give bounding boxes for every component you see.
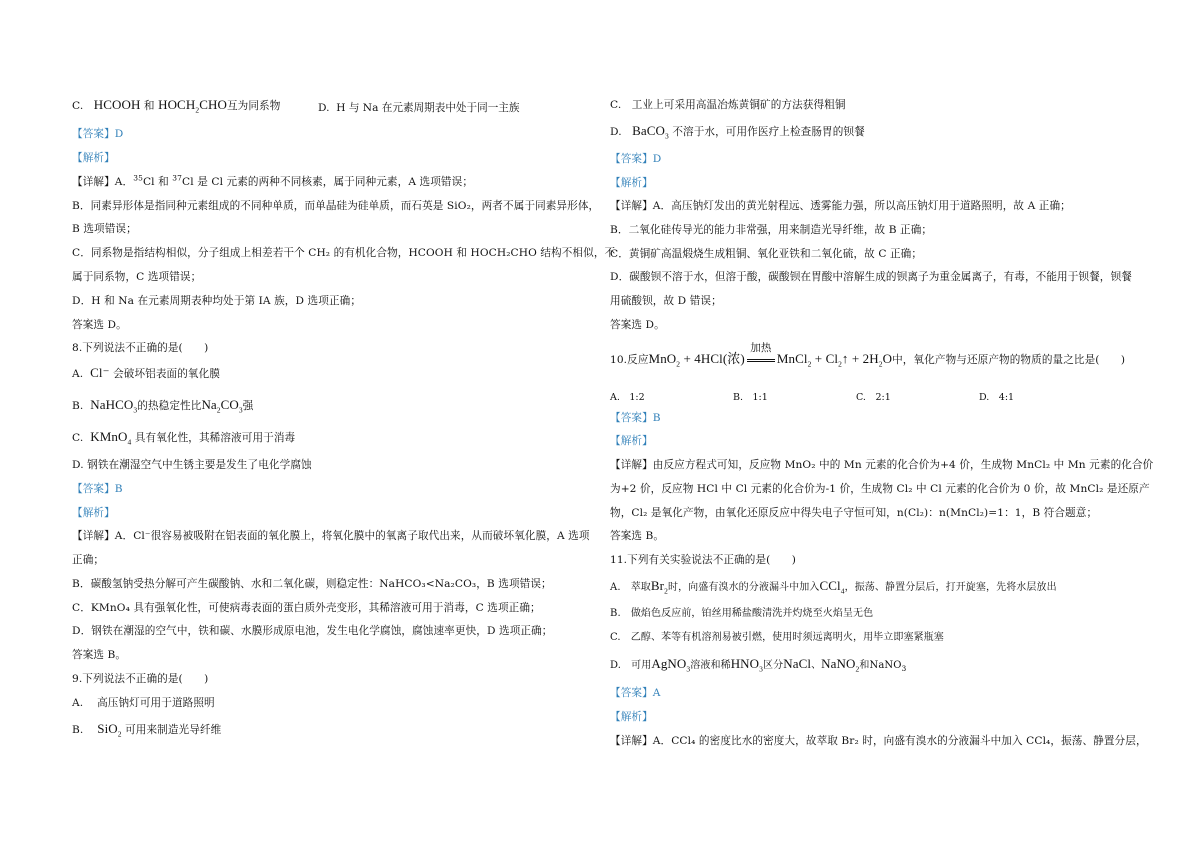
analysis-tag: 【解析】 (610, 177, 653, 189)
conclusion: 答案选 D。 (610, 319, 665, 331)
detail-line: D．H 和 Na 在元素周期表种均处于第 IA 族，D 选项正确； (72, 295, 362, 307)
question-9-title: 9.下列说法不正确的是( ) (72, 673, 209, 685)
detail-line: 属于同系物，C 选项错误； (72, 271, 202, 283)
detail-line: 【详解】A．高压钠灯发出的黄光射程远、透雾能力强，所以高压钠灯用于道路照明，故 A 正确； (610, 200, 1071, 212)
detail-line: 【详解】A．CCl₄ 的密度比水的密度大，故萃取 Br₂ 时，向盛有溴水的分液漏斗中加入 CCl₄，振荡、静置分层， (610, 735, 1147, 747)
detail-line: C．黄铜矿高温煅烧生成粗铜、氧化亚铁和二氧化硫，故 C 正确； (610, 248, 923, 260)
q7-option-c: C. HCOOH 和 $HOCH_2CHO$互为同系物 (72, 97, 281, 115)
answer-tag: 【答案】D (72, 128, 124, 140)
detail-line: 【详解】由反应方程式可知，反应物 MnO₂ 中的 Mn 元素的化合价为+4 价，生成物 MnCl₂ 中 Mn 元素的化合价 (610, 459, 1154, 471)
heating-arrow: 加热 (745, 353, 777, 367)
conclusion: 答案选 B。 (610, 530, 665, 542)
q11-option-a: A. 萃取$Br_2$时，向盛有溴水的分液漏斗中加入CCl$_4$，振荡、静置分层后，打开旋塞，先将水层放出 (610, 578, 1057, 596)
q9-option-d: D. BaCO$_3$ 不溶于水，可用作医疗上检查肠胃的钡餐 (610, 123, 865, 141)
q8-option-c: C. KMnO$_4$ 具有氧化性，其稀溶液可用于消毒 (72, 429, 296, 447)
q9-option-b: B. SiO$_2$ 可用来制造光导纤维 (72, 721, 222, 739)
q8-option-d: D. 钢铁在潮湿空气中生锈主要是发生了电化学腐蚀 (72, 459, 312, 471)
question-8-title: 8.下列说法不正确的是( ) (72, 342, 209, 354)
detail-line: 物，Cl₂ 是氧化产物，由氧化还原反应中得失电子守恒可知，n(Cl₂)：n(MnCl₂)=1：1，B 符合题意； (610, 507, 1098, 519)
q7-option-d: D. H 与 Na 在元素周期表中处于同一主族 (318, 102, 520, 114)
analysis-tag: 【解析】 (610, 711, 653, 723)
q10-option-b: B. 1:1 (733, 392, 768, 403)
conclusion: 答案选 D。 (72, 319, 127, 331)
analysis-tag: 【解析】 (72, 507, 115, 519)
detail-line: 【详解】A．Cl⁻很容易被吸附在铝表面的氧化膜上，将氧化膜中的氧离子取代出来，从而破坏氧化膜，A 选项 (72, 530, 590, 542)
answer-tag: 【答案】D (610, 153, 662, 165)
answer-tag: 【答案】A (610, 687, 661, 699)
analysis-tag: 【解析】 (610, 435, 653, 447)
detail-line: D．钢铁在潮湿的空气中，铁和碳、水膜形成原电池，发生电化学腐蚀，腐蚀速率更快，D 选项正确； (72, 625, 553, 637)
detail-line: C．KMnO₄ 具有强氧化性，可使病毒表面的蛋白质外壳变形，其稀溶液可用于消毒，C 选项正确； (72, 602, 541, 614)
detail-line: B．同素异形体是指同种元素组成的不同种单质，而单晶硅为硅单质，而石英是 SiO₂，两者不属于同素异形体， (72, 200, 600, 212)
q8-option-a: A. Cl⁻ 会破坏铝表面的氧化膜 (72, 365, 221, 380)
q9-option-c: C. 工业上可采用高温冶炼黄铜矿的方法获得粗铜 (610, 99, 846, 111)
q10-option-d: D. 4:1 (979, 392, 1015, 403)
formula: HCOOH (93, 97, 141, 112)
detail-line: B．碳酸氢钠受热分解可产生碳酸钠、水和二氧化碳，则稳定性：NaHCO₃<Na₂CO₃，B 选项错误； (72, 578, 552, 590)
question-11-title: 11.下列有关实验说法不正确的是( ) (610, 554, 797, 566)
detail-line: D．碳酸钡不溶于水，但溶于酸，碳酸钡在胃酸中溶解生成的钡离子为重金属离子，有毒，不能用于钡餐，钡餐 (610, 271, 1132, 283)
detail-line: 用硫酸钡，故 D 错误； (610, 295, 722, 307)
q8-option-b: B. NaHCO$_3$的热稳定性比$Na_2CO_3$强 (72, 397, 254, 415)
q10-option-a: A. 1:2 (610, 392, 645, 403)
answer-tag: 【答案】B (610, 412, 661, 424)
detail-line: C．同系物是指结构相似，分子组成上相差若干个 CH₂ 的有机化合物，HCOOH 和 HOCH₂CHO 结构不相似，不 (72, 247, 616, 259)
conclusion: 答案选 B。 (72, 649, 127, 661)
formula: $HOCH_2CHO$ (158, 97, 227, 115)
q10-option-c: C. 2:1 (856, 392, 891, 403)
q11-option-c: C. 乙醇、苯等有机溶剂易被引燃，使用时须远离明火，用毕立即塞紧瓶塞 (610, 632, 944, 643)
q9-option-a: A. 高压钠灯可用于道路照明 (72, 697, 215, 709)
detail-line: 为+2 价，反应物 HCl 中 Cl 元素的化合价为-1 价，生成物 Cl₂ 中 Cl 元素的化合价为 0 价，故 MnCl₂ 是还原产 (610, 483, 1150, 495)
analysis-tag: 【解析】 (72, 152, 115, 164)
detail-line: B 选项错误； (72, 223, 137, 235)
answer-tag: 【答案】B (72, 483, 123, 495)
detail-line: 正确； (72, 554, 105, 566)
detail-line: B．二氧化硅传导光的能力非常强，用来制造光导纤维，故 B 正确； (610, 224, 933, 236)
q11-option-b: B. 做焰色反应前，铂丝用稀盐酸清洗并灼烧至火焰呈无色 (610, 608, 874, 619)
question-10-title: 10.反应MnO$_2$ + 4HCl(浓) 加热 MnCl$_2$ + $Cl_2↑ + 2H_2O$中，氧化产物与还原产物的物质的量之比是( ) (610, 342, 1126, 369)
detail-line: 【详解】A．$^{35}$Cl 和 $^{37}$Cl 是 Cl 元素的两种不同核素，属于同种元素，A 选项错误； (72, 173, 474, 188)
q11-option-d: D. 可用AgNO$_3$溶液和稀$HNO_3$区分NaCl、NaNO$_2$和NaNO$_3$ (610, 656, 907, 674)
